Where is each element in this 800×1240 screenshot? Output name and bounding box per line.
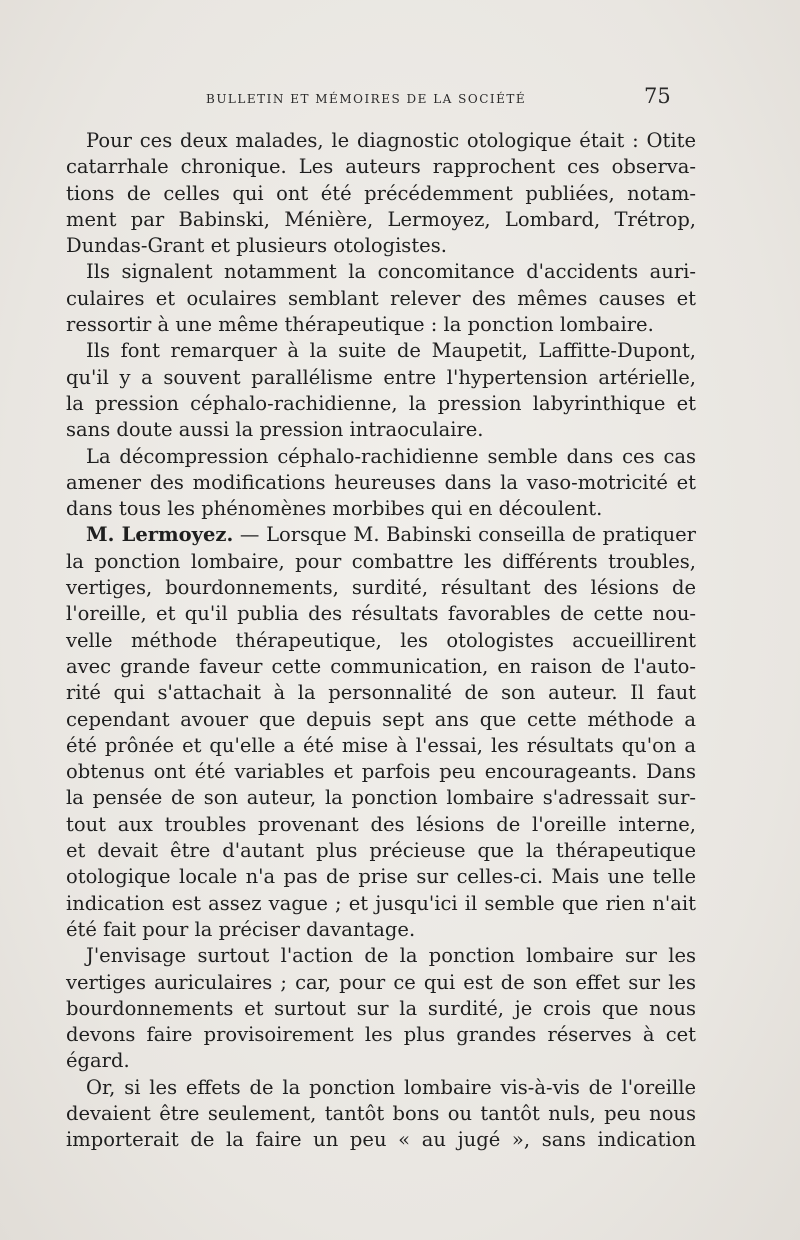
text-line: dans tous les phénomènes morbibes qui en découlent.: [66, 497, 603, 521]
text-line: devaient être seulement, tantôt bons ou tantôt nuls, peu nous: [66, 1101, 696, 1125]
text-line: culaires et oculaires semblant relever des mêmes causes et: [66, 286, 696, 310]
text-line: velle méthode thérapeutique, les otologistes accueillirent: [66, 628, 696, 652]
paragraph: [66, 444, 696, 523]
text-line: Ils font remarquer à la suite de Maupetit, Laffitte-Dupont,: [86, 339, 696, 363]
line-text: — Lorsque M. Babinski conseilla de pratiquer: [233, 523, 696, 547]
body-text: [66, 128, 696, 1154]
text-line: bourdonnements et surtout sur la surdité, je crois que nous: [66, 996, 696, 1020]
paragraph: [66, 522, 696, 943]
paragraph: [66, 338, 696, 443]
text-line: égard.: [66, 1049, 130, 1073]
text-line: catarrhale chronique. Les auteurs rapprochent ces observa-: [66, 155, 696, 179]
paragraph: [66, 259, 696, 338]
text-line: importerait de la faire un peu « au jugé », sans indication: [66, 1128, 696, 1152]
page-number: 75: [644, 84, 671, 108]
text-line: vertiges auriculaires ; car, pour ce qui est de son effet sur les: [66, 970, 696, 994]
text-line: la pression céphalo-rachidienne, la pression labyrinthique et: [66, 391, 696, 415]
text-line: Ils signalent notamment la concomitance d'accidents auri-: [86, 260, 696, 284]
text-line: rité qui s'attachait à la personnalité de son auteur. Il faut: [66, 681, 696, 705]
text-line: tout aux troubles provenant des lésions de l'oreille interne,: [66, 812, 696, 836]
text-line: vertiges, bourdonnements, surdité, résultant des lésions de: [66, 576, 696, 600]
text-line: J'envisage surtout l'action de la ponction lombaire sur les: [86, 944, 696, 968]
text-line: [66, 522, 696, 548]
text-line: été prônée et qu'elle a été mise à l'essai, les résultats qu'on a: [66, 733, 696, 757]
text-line: et devait être d'autant plus précieuse que la thérapeutique: [66, 839, 696, 863]
text-line: avec grande faveur cette communication, en raison de l'auto-: [66, 654, 696, 678]
paragraph: [66, 943, 696, 1074]
text-line: la ponction lombaire, pour combattre les différents troubles,: [66, 549, 696, 573]
text-line: tions de celles qui ont été précédemment publiées, notam-: [66, 181, 696, 205]
text-line: la pensée de son auteur, la ponction lombaire s'adressait sur-: [66, 786, 696, 810]
text-line: La décompression céphalo-rachidienne semble dans ces cas: [86, 444, 696, 468]
text-line: sans doute aussi la pression intraoculaire.: [66, 418, 484, 442]
text-line: été fait pour la préciser davantage.: [66, 917, 416, 941]
text-line: Dundas-Grant et plusieurs otologistes.: [66, 234, 447, 258]
text-line: amener des modifications heureuses dans la vaso-motricité et: [66, 470, 696, 494]
text-line: obtenus ont été variables et parfois peu encourageants. Dans: [66, 760, 696, 784]
text-line: otologique locale n'a pas de prise sur celles-ci. Mais une telle: [66, 865, 696, 889]
text-line: cependant avouer que depuis sept ans que cette méthode a: [66, 707, 696, 731]
text-line: devons faire provisoirement les plus grandes réserves à cet: [66, 1023, 696, 1047]
running-head: BULLETIN ET MÉMOIRES DE LA SOCIÉTÉ: [206, 92, 527, 106]
text-line: Pour ces deux malades, le diagnostic otologique était : Otite: [86, 129, 696, 152]
text-line: ment par Babinski, Ménière, Lermoyez, Lombard, Trétrop,: [66, 207, 696, 231]
text-line: Or, si les effets de la ponction lombaire vis-à-vis de l'oreille: [86, 1075, 696, 1099]
text-line: qu'il y a souvent parallélisme entre l'hypertension artérielle,: [66, 365, 696, 389]
text-line: l'oreille, et qu'il publia des résultats favorables de cette nou-: [66, 602, 696, 626]
paragraph: [66, 128, 696, 259]
paragraph: [66, 1075, 696, 1154]
text-line: ressortir à une même thérapeutique : la ponction lombaire.: [66, 313, 654, 337]
speaker-name: M. Lermoyez.: [86, 523, 234, 547]
text-line: indication est assez vague ; et jusqu'ici il semble que rien n'ait: [66, 891, 696, 915]
